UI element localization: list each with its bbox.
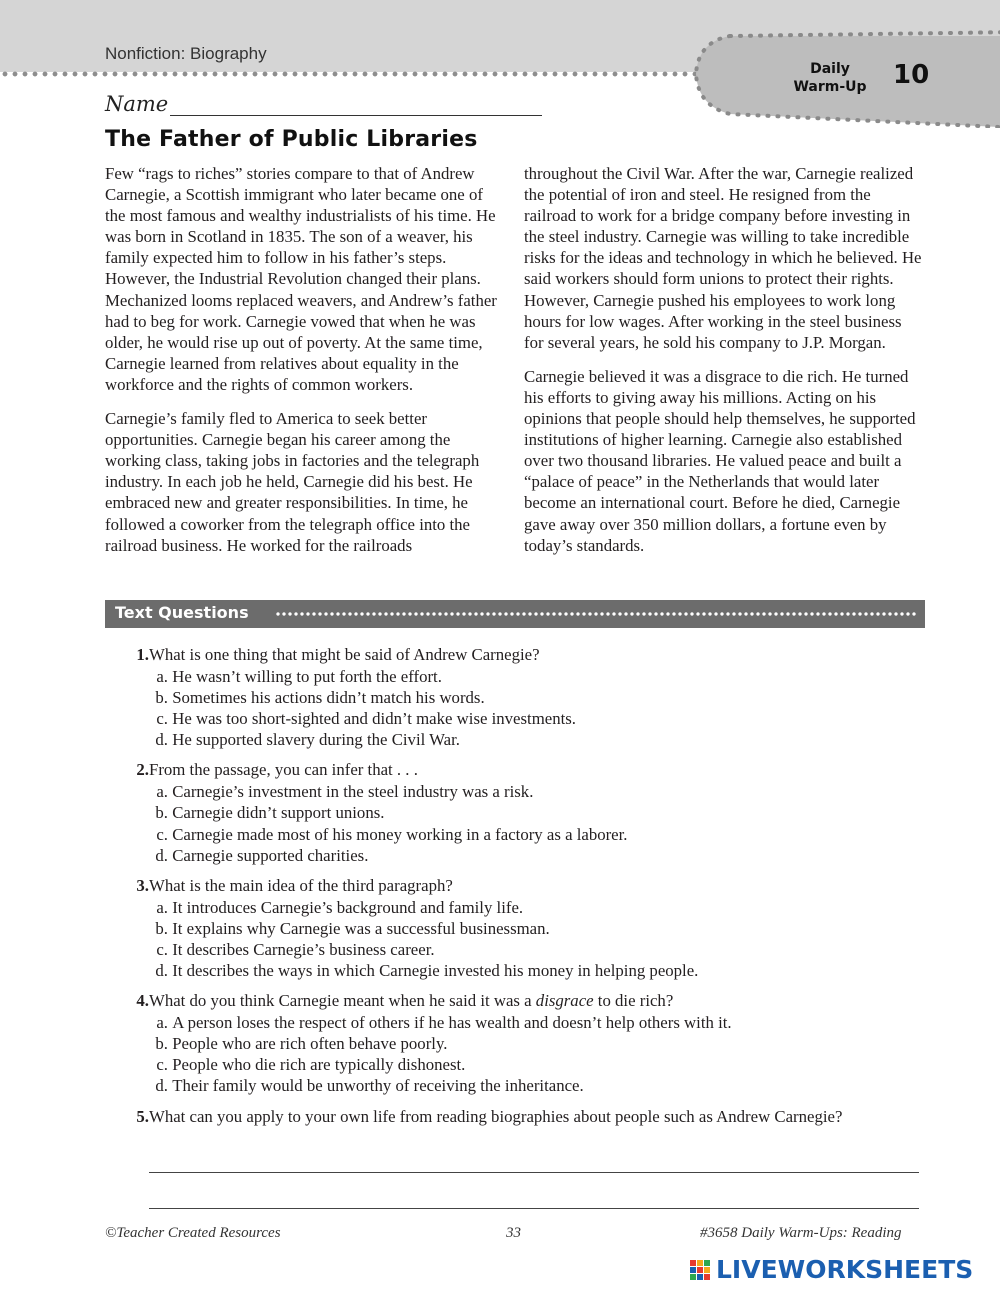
header-dotted-rule	[0, 71, 700, 77]
question-stem-part: What do you think Carnegie meant when he said it was a	[149, 991, 536, 1011]
paragraph-1: Few “rags to riches” stories compare to that of Andrew Carnegie, a Scottish immigrant who later became one of the most famous and wealthy industrialists of his time. He was born in Scotland in 1835. The son of a weaver, his family expected him to follow in his father’s steps. However, the Industrial Revolution changed their plans. Mechanized looms replaced weavers, and Andrew’s father had to beg for work. Carnegie vowed that when he was older, he would rise up out of poverty. At the same time, Carnegie learned from relatives about equality in the workforce and the rights of common workers.	[105, 164, 497, 394]
answer-option[interactable]	[115, 802, 925, 823]
option-letter: c.	[156, 1055, 168, 1075]
question-stem-part: to die rich?	[593, 991, 674, 1011]
question-stem: What is one thing that might be said of Andrew Carnegie?	[149, 645, 540, 664]
option-text: It describes Carnegie’s business career.	[172, 939, 435, 959]
answer-line-2[interactable]	[149, 1208, 919, 1209]
question-stem: From the passage, you can infer that . . .	[149, 760, 418, 780]
article-column-right	[524, 163, 924, 569]
question-stem: What can you apply to your own life from reading biographies about people such as Andrew Carnegie?	[149, 1106, 843, 1126]
text-questions-dotted-rule	[275, 611, 917, 617]
liveworksheets-grid-icon	[690, 1260, 710, 1280]
question-number: 1.	[136, 645, 149, 664]
question-3	[115, 875, 925, 981]
answer-option[interactable]	[115, 708, 925, 729]
option-letter: a.	[156, 667, 168, 686]
option-letter: d.	[155, 730, 168, 750]
text-questions-bar	[105, 600, 925, 628]
footer-page-number: 33	[506, 1225, 521, 1241]
paragraph-3: throughout the Civil War. After the war, Carnegie realized the potential of iron and steel. He resigned from the railroad to work for a bridge company before investing in the steel industry. Carnegie was willing to take incredible risks for the ideas and technology in which he believed. He said workers should form unions to protect their rights. However, Carnegie pushed his employees to work long hours for low wages. After working in the steel business for several years, he sold his company to J.P. Morgan.	[524, 164, 922, 352]
option-text: He was too short-sighted and didn’t make wise investments.	[172, 709, 576, 729]
answer-option[interactable]	[115, 781, 925, 802]
option-text: Sometimes his actions didn’t match his words.	[172, 688, 485, 708]
answer-option[interactable]	[115, 1012, 925, 1033]
option-text: A person loses the respect of others if he has wealth and doesn’t help others with it.	[172, 1013, 732, 1033]
answer-option[interactable]	[115, 729, 925, 750]
option-letter: d.	[155, 961, 168, 981]
question-number: 3.	[136, 875, 149, 895]
name-field[interactable]	[105, 92, 542, 116]
option-text: Their family would be unworthy of receiving the inheritance.	[172, 1076, 584, 1096]
option-text: It explains why Carnegie was a successful businessman.	[172, 918, 550, 938]
answer-option[interactable]	[115, 824, 925, 845]
option-letter: a.	[156, 897, 168, 917]
name-label: Name	[105, 92, 169, 116]
option-letter: a.	[156, 782, 168, 802]
option-letter: c.	[156, 939, 168, 959]
option-letter: d.	[155, 1076, 168, 1096]
answer-option[interactable]	[115, 1075, 925, 1096]
option-letter: b.	[155, 1034, 168, 1054]
question-number: 5.	[136, 1106, 149, 1126]
badge-number: 10	[893, 60, 930, 90]
option-letter: c.	[156, 709, 168, 729]
answer-option[interactable]	[115, 666, 925, 687]
text-questions-title: Text Questions	[115, 603, 249, 622]
option-text: He supported slavery during the Civil War.	[172, 730, 460, 750]
answer-option[interactable]	[115, 897, 925, 918]
option-text: Carnegie’s investment in the steel industry was a risk.	[172, 782, 534, 802]
badge-label-line2: Warm-Up	[793, 79, 867, 95]
question-stem: What is the main idea of the third paragraph?	[149, 875, 453, 895]
liveworksheets-wordmark: LIVEWORKSHEETS	[716, 1255, 974, 1284]
answer-line-1[interactable]	[149, 1172, 919, 1173]
question-1	[115, 644, 925, 750]
question-5	[115, 1106, 925, 1128]
question-4	[115, 990, 925, 1096]
paragraph-4: Carnegie believed it was a disgrace to die rich. He turned his efforts to giving away his millions. Acting on his opinions that people should help themselves, he supported institutions of higher learning. Carnegie also established over two thousand libraries. He valued peace and built a “palace of peace” in the Netherlands that would later become an international court. Before he died, Carnegie gave away over 350 million dollars, a fortune even by today’s standards.	[524, 366, 916, 555]
option-text: It describes the ways in which Carnegie invested his money in helping people.	[172, 961, 699, 981]
question-stem	[149, 990, 673, 1012]
answer-option[interactable]	[115, 939, 925, 960]
answer-option[interactable]	[115, 845, 925, 866]
answer-option[interactable]	[115, 687, 925, 708]
question-2	[115, 759, 925, 865]
footer-copyright: ©Teacher Created Resources	[105, 1225, 281, 1241]
answer-option[interactable]	[115, 1054, 925, 1075]
option-letter: b.	[155, 803, 168, 823]
option-letter: c.	[156, 824, 168, 844]
question-number: 2.	[136, 760, 149, 780]
option-letter: b.	[155, 688, 168, 708]
option-letter: d.	[155, 845, 168, 865]
option-letter: a.	[156, 1013, 168, 1033]
question-stem-emphasis: disgrace	[535, 991, 594, 1011]
option-text: It introduces Carnegie’s background and family life.	[172, 897, 524, 917]
question-number: 4.	[136, 991, 149, 1011]
badge-label-line1: Daily	[810, 61, 850, 77]
questions-list	[115, 644, 925, 1137]
option-text: People who are rich often behave poorly.	[172, 1034, 448, 1054]
option-text: Carnegie made most of his money working in a factory as a laborer.	[172, 824, 628, 844]
name-write-line[interactable]	[170, 97, 542, 116]
option-text: People who die rich are typically dishonest.	[172, 1055, 466, 1075]
answer-option[interactable]	[115, 918, 925, 939]
answer-option[interactable]	[115, 1033, 925, 1054]
option-text: He wasn’t willing to put forth the effort.	[172, 667, 442, 686]
liveworksheets-logo[interactable]	[690, 1255, 973, 1284]
option-letter: b.	[155, 918, 168, 938]
answer-option[interactable]	[115, 960, 925, 981]
badge-label	[775, 60, 885, 96]
option-text: Carnegie didn’t support unions.	[172, 803, 385, 823]
option-text: Carnegie supported charities.	[172, 845, 369, 865]
article-title: The Father of Public Libraries	[105, 127, 478, 152]
genre-label: Nonfiction: Biography	[105, 44, 267, 63]
footer-book-title: #3658 Daily Warm-Ups: Reading	[700, 1225, 902, 1241]
paragraph-2: Carnegie’s family fled to America to seek better opportunities. Carnegie began his career among the working class, taking jobs in factories and the telegraph industry. In each job he held, Carnegie did his best. He embraced new and greater responsibilities. In time, he followed a coworker from the telegraph office into the railroad business. He worked for the railroads	[105, 409, 480, 555]
article-column-left	[105, 163, 505, 569]
